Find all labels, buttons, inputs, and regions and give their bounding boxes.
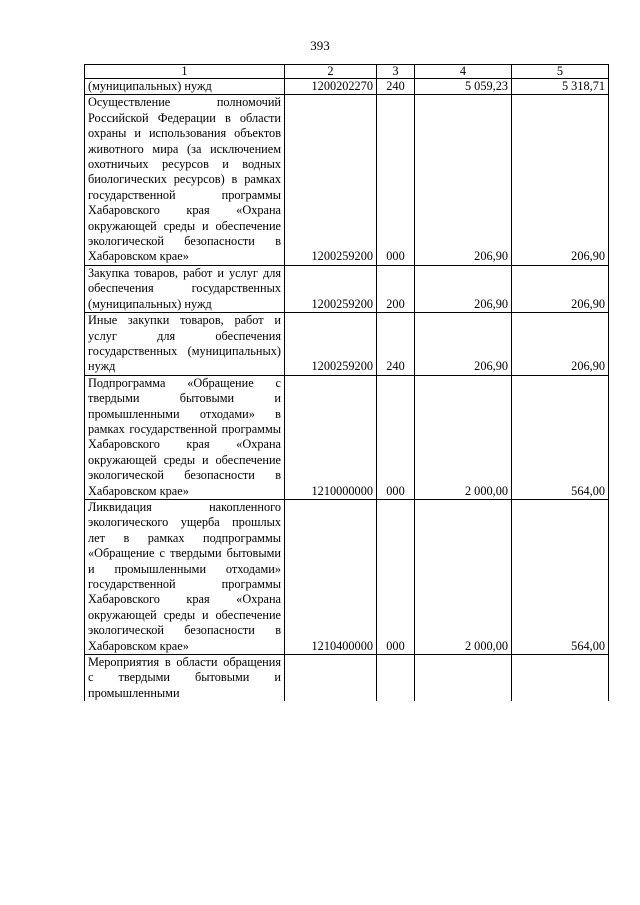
row-description: Закупка товаров, работ и услуг для обеспечения государственных (муниципальных) нужд — [85, 265, 285, 312]
row-description: Мероприятия в области обращения с твердыми бытовыми и промышленными — [85, 655, 285, 702]
table-row — [85, 499, 609, 654]
column-header: 3 — [377, 65, 415, 79]
column-header: 4 — [415, 65, 512, 79]
row-amount-col4: 2 000,00 — [415, 499, 512, 654]
row-amount-col5 — [512, 655, 609, 702]
row-amount-col5: 564,00 — [512, 375, 609, 499]
table-row — [85, 95, 609, 265]
row-amount-col5: 5 318,71 — [512, 79, 609, 95]
row-target-code: 1200259200 — [285, 265, 377, 312]
table-row — [85, 655, 609, 702]
row-expense-type: 200 — [377, 265, 415, 312]
column-header: 1 — [85, 65, 285, 79]
row-amount-col5: 564,00 — [512, 499, 609, 654]
row-target-code: 1210000000 — [285, 375, 377, 499]
row-amount-col5: 206,90 — [512, 95, 609, 265]
row-expense-type: 000 — [377, 375, 415, 499]
table-row — [85, 79, 609, 95]
row-target-code: 1200259200 — [285, 313, 377, 376]
table-row — [85, 375, 609, 499]
row-description: (муниципальных) нужд — [85, 79, 285, 95]
row-description: Осуществление полномочий Российской Федерации в области охраны и использования объектов животного мира (за исключением охотничьих ресурсов и водных биологических ресурсов) в рамках государственной программы Хабаровского края «Охрана окружающей среды и обеспечение экологической безопасности в Хабаровском крае» — [85, 95, 285, 265]
row-amount-col4: 206,90 — [415, 313, 512, 376]
row-amount-col4: 2 000,00 — [415, 375, 512, 499]
row-target-code: 1200202270 — [285, 79, 377, 95]
page-number: 393 — [310, 38, 330, 53]
row-target-code: 1210400000 — [285, 499, 377, 654]
table-row — [85, 313, 609, 376]
row-description: Ликвидация накопленного экологического ущерба прошлых лет в рамках подпрограммы «Обращение с твердыми бытовыми и промышленными отходами» государственной программы Хабаровского края «Охрана окружающей среды и обеспечение экологической безопасности в Хабаровском крае» — [85, 499, 285, 654]
row-expense-type: 240 — [377, 79, 415, 95]
budget-table — [84, 64, 609, 701]
row-amount-col4: 206,90 — [415, 265, 512, 312]
table-header-row — [85, 65, 609, 79]
row-target-code: 1200259200 — [285, 95, 377, 265]
row-amount-col5: 206,90 — [512, 313, 609, 376]
row-description: Иные закупки товаров, работ и услуг для обеспечения государственных (муниципальных) нужд — [85, 313, 285, 376]
row-amount-col4: 5 059,23 — [415, 79, 512, 95]
column-header: 5 — [512, 65, 609, 79]
row-description: Подпрограмма «Обращение с твердыми бытовыми и промышленными отходами» в рамках государственной программы Хабаровского края «Охрана окружающей среды и обеспечение экологической безопасности в Хабаровском крае» — [85, 375, 285, 499]
row-expense-type: 000 — [377, 499, 415, 654]
row-target-code — [285, 655, 377, 702]
row-expense-type: 000 — [377, 95, 415, 265]
column-header: 2 — [285, 65, 377, 79]
row-expense-type — [377, 655, 415, 702]
row-amount-col4: 206,90 — [415, 95, 512, 265]
row-amount-col5: 206,90 — [512, 265, 609, 312]
row-expense-type: 240 — [377, 313, 415, 376]
row-amount-col4 — [415, 655, 512, 702]
table-row — [85, 265, 609, 312]
